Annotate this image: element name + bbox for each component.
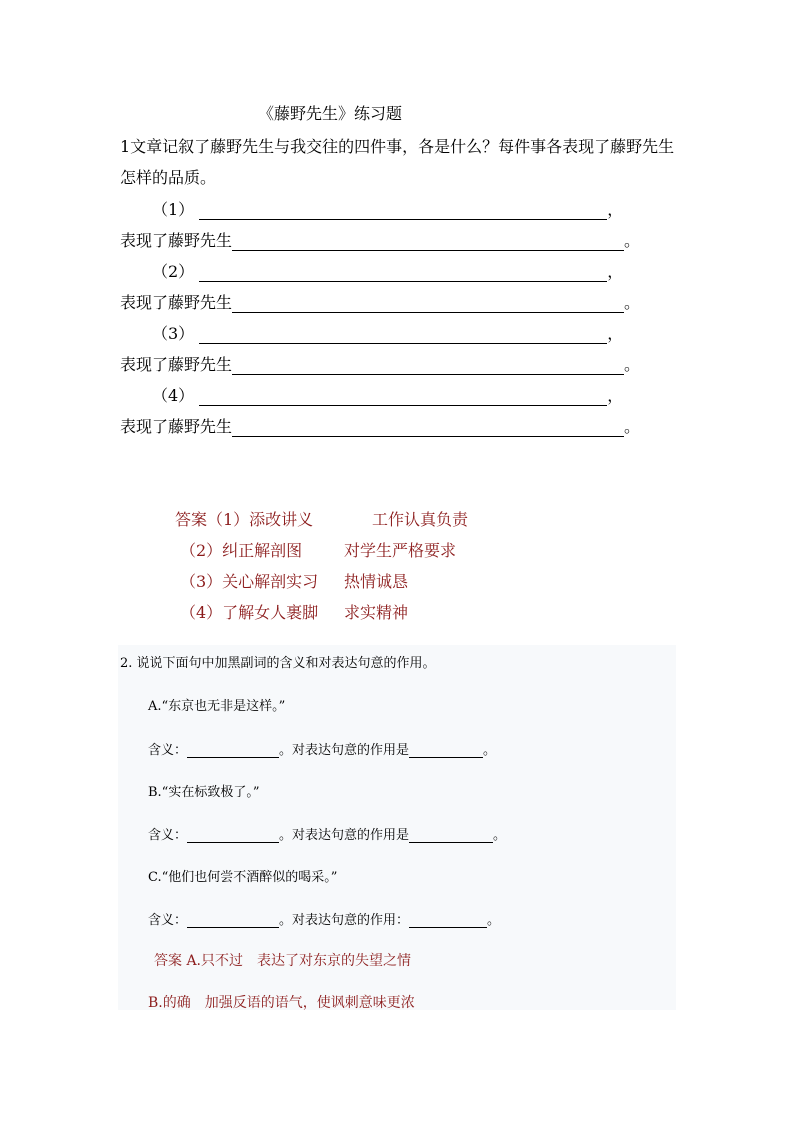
answer-1-event-3: （3）关心解剖实习: [180, 572, 319, 591]
answer-blank: [199, 391, 607, 406]
part-end: 。: [493, 828, 507, 843]
quality-lead: 表现了藤野先生: [120, 355, 233, 374]
answer-blank: [187, 745, 279, 758]
item-number: （1）: [152, 200, 195, 219]
item-end: 。: [624, 231, 641, 250]
item-comma: ，: [607, 200, 624, 219]
answer-blank: [232, 422, 624, 437]
answer-blank: [199, 329, 607, 344]
part-end: 。: [483, 743, 497, 758]
answer-1-event-1: 答案（1）添改讲义: [175, 510, 314, 529]
effect-label: 。对表达句意的作用是: [279, 828, 410, 843]
answer-1-quality-1: 工作认真负责: [372, 510, 469, 529]
question-1-prompt-line-2: 怎样的品质。: [120, 168, 217, 187]
q2-answer-a: 答案 A.只不过 表达了对东京的失望之情: [154, 953, 412, 969]
answer-blank: [199, 205, 607, 220]
q1-item-3-quality: [120, 352, 640, 375]
item-number: （4）: [152, 386, 195, 405]
answer-blank: [409, 915, 487, 928]
item-number: （2）: [152, 262, 195, 281]
effect-label: 。对表达句意的作用：: [279, 913, 410, 928]
q1-item-1-quality: [120, 228, 640, 251]
item-comma: ，: [607, 324, 624, 343]
answer-blank: [409, 745, 483, 758]
answer-1-quality-4: 求实精神: [344, 603, 409, 622]
quality-lead: 表现了藤野先生: [120, 417, 233, 436]
q2-part-c-blanks: [148, 909, 500, 928]
item-comma: ，: [607, 262, 624, 281]
q1-item-4-quality: [120, 414, 640, 437]
question-1-prompt-line-1: 1文章记叙了藤野先生与我交往的四件事，各是什么？每件事各表现了藤野先生: [120, 137, 675, 156]
q1-item-3: [152, 321, 623, 344]
answer-blank: [199, 267, 607, 282]
answer-blank: [232, 360, 624, 375]
item-number: （3）: [152, 324, 195, 343]
q1-item-2: [152, 259, 623, 282]
item-end: 。: [624, 417, 641, 436]
q2-sentence-c: C.“他们也何尝不酒醉似的喝采。”: [148, 870, 338, 885]
answer-blank: [232, 236, 624, 251]
item-comma: ，: [607, 386, 624, 405]
part-end: 。: [487, 913, 501, 928]
q2-sentence-b: B.“实在标致极了。”: [148, 785, 260, 800]
q1-item-2-quality: [120, 290, 640, 313]
answer-1-quality-2: 对学生严格要求: [344, 541, 457, 560]
quality-lead: 表现了藤野先生: [120, 231, 233, 250]
quality-lead: 表现了藤野先生: [120, 293, 233, 312]
answer-blank: [187, 830, 279, 843]
meaning-label: 含义：: [148, 743, 188, 758]
q2-sentence-a: A.“东京也无非是这样。”: [148, 699, 286, 714]
answer-1-event-2: （2）纠正解剖图: [180, 541, 303, 560]
answer-1-quality-3: 热情诚恳: [344, 572, 409, 591]
effect-label: 。对表达句意的作用是: [279, 743, 410, 758]
q1-item-4: [152, 383, 623, 406]
answer-1-event-4: （4）了解女人裹脚: [180, 603, 319, 622]
q2-part-b-blanks: [148, 824, 506, 843]
answer-blank: [232, 298, 624, 313]
item-end: 。: [624, 293, 641, 312]
meaning-label: 含义：: [148, 913, 188, 928]
q1-item-1: [152, 197, 623, 220]
item-end: 。: [624, 355, 641, 374]
answer-blank: [409, 830, 493, 843]
meaning-label: 含义：: [148, 828, 188, 843]
page-title: 《藤野先生》练习题: [258, 104, 403, 123]
answer-blank: [187, 915, 279, 928]
q2-part-a-blanks: [148, 739, 496, 758]
question-2-prompt: 2. 说说下面句中加黑副词的含义和对表达句意的作用。: [120, 656, 436, 671]
q2-answer-b: B.的确 加强反语的语气，使讽刺意味更浓: [148, 995, 415, 1011]
